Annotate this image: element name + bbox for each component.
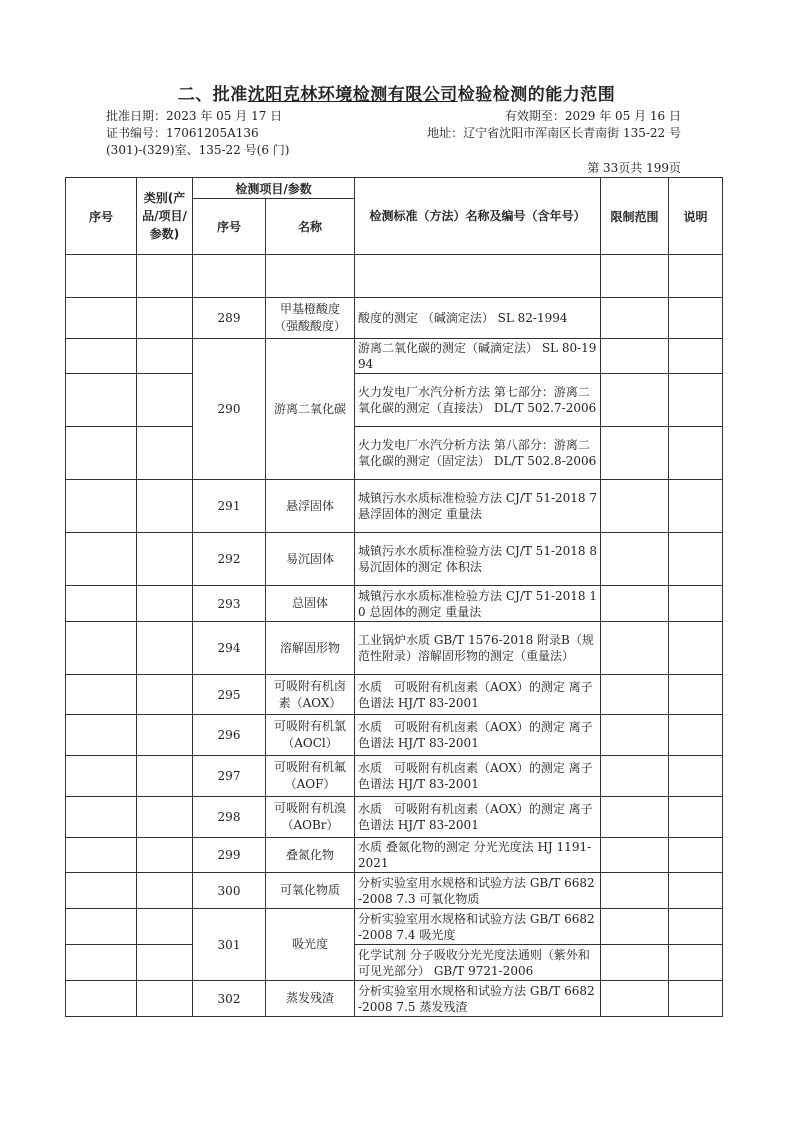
standard-text: 分析实验室用水规格和试验方法 GB/T 6682-2008 7.5 蒸发残渣 [355, 981, 601, 1017]
standard-text: 城镇污水水质标准检验方法 CJ/T 51-2018 10 总固体的测定 重量法 [355, 586, 601, 622]
table-row [66, 909, 723, 945]
header-category: 类别(产品/项目/参数) [137, 178, 193, 255]
standard-text: 工业锅炉水质 GB/T 1576-2018 附录B（规范性附录）溶解固形物的测定（重量法） [355, 622, 601, 675]
item-seq: 297 [193, 756, 266, 797]
standard-text: 城镇污水水质标准检验方法 CJ/T 51-2018 7 悬浮固体的测定 重量法 [355, 480, 601, 533]
standard-text: 分析实验室用水规格和试验方法 GB/T 6682-2008 7.3 可氧化物质 [355, 873, 601, 909]
standard-text: 酸度的测定 （碱滴定法） SL 82-1994 [355, 298, 601, 339]
item-name: 游离二氧化碳 [266, 339, 355, 480]
title-organization: 沈阳克林环境检测有限公司 [247, 85, 458, 105]
item-seq: 296 [193, 715, 266, 756]
item-seq: 299 [193, 838, 266, 873]
table-row [66, 797, 723, 838]
item-seq: 301 [193, 909, 266, 981]
capability-table [65, 177, 723, 1017]
table-row [66, 838, 723, 873]
address: 地址：辽宁省沈阳市浑南区长青南街 135-22 号 [427, 126, 681, 140]
table-row [66, 756, 723, 797]
header-item-seq: 序号 [193, 199, 266, 255]
table-row [66, 339, 723, 374]
header-note: 说明 [669, 178, 723, 255]
item-seq: 290 [193, 339, 266, 480]
header-standard: 检测标准（方法）名称及编号（含年号） [355, 178, 601, 255]
item-name: 可吸附有机溴（AOBr） [266, 797, 355, 838]
item-name: 甲基橙酸度（强酸酸度） [266, 298, 355, 339]
title-suffix: 检验检测的能力范围 [457, 85, 616, 105]
table-row [66, 945, 723, 981]
table-row [66, 374, 723, 427]
standard-text: 火力发电厂水汽分析方法 第七部分：游离二氧化碳的测定（直接法） DL/T 502.7-2006 [355, 374, 601, 427]
header-item-group: 检测项目/参数 [193, 178, 355, 199]
table-row [66, 586, 723, 622]
standard-text: 游离二氧化碳的测定（碱滴定法） SL 80-1994 [355, 339, 601, 374]
approval-date: 批准日期：2023 年 05 月 17 日 [106, 109, 283, 123]
standard-text: 水质 可吸附有机卤素（AOX）的测定 离子色谱法 HJ/T 83-2001 [355, 797, 601, 838]
standard-text: 水质 可吸附有机卤素（AOX）的测定 离子色谱法 HJ/T 83-2001 [355, 675, 601, 715]
header-item-name: 名称 [266, 199, 355, 255]
table-row [66, 873, 723, 909]
item-name: 悬浮固体 [266, 480, 355, 533]
standard-text: 分析实验室用水规格和试验方法 GB/T 6682-2008 7.4 吸光度 [355, 909, 601, 945]
item-name: 可吸附有机氯（AOCl） [266, 715, 355, 756]
item-name: 蒸发残渣 [266, 981, 355, 1017]
item-seq: 295 [193, 675, 266, 715]
valid-until: 有效期至：2029 年 05 月 16 日 [504, 109, 681, 123]
item-seq: 302 [193, 981, 266, 1017]
standard-text: 化学试剂 分子吸收分光光度法通则（紫外和可见光部分） GB/T 9721-2006 [355, 945, 601, 981]
item-seq: 292 [193, 533, 266, 586]
standard-text: 水质 叠氮化物的测定 分光光度法 HJ 1191-2021 [355, 838, 601, 873]
address-continued: (301)-(329)室、135-22 号(6 门) [106, 143, 290, 157]
page-title [0, 80, 793, 105]
item-name: 溶解固形物 [266, 622, 355, 675]
item-seq: 298 [193, 797, 266, 838]
certificate-number: 证书编号：17061205A136 [106, 126, 259, 140]
item-name: 可吸附有机卤素（AOX） [266, 675, 355, 715]
header-limit: 限制范围 [601, 178, 669, 255]
header-seq: 序号 [66, 178, 137, 255]
table-row [66, 298, 723, 339]
table-row [66, 480, 723, 533]
standard-text: 火力发电厂水汽分析方法 第八部分：游离二氧化碳的测定（固定法） DL/T 502.8-2006 [355, 427, 601, 480]
table-row [66, 427, 723, 480]
item-seq: 294 [193, 622, 266, 675]
item-name: 叠氮化物 [266, 838, 355, 873]
item-name: 吸光度 [266, 909, 355, 981]
item-seq: 289 [193, 298, 266, 339]
item-seq: 300 [193, 873, 266, 909]
table-row [66, 622, 723, 675]
table-row [66, 675, 723, 715]
standard-text: 水质 可吸附有机卤素（AOX）的测定 离子色谱法 HJ/T 83-2001 [355, 715, 601, 756]
item-seq: 293 [193, 586, 266, 622]
table-row [66, 533, 723, 586]
item-name: 总固体 [266, 586, 355, 622]
item-name: 可氧化物质 [266, 873, 355, 909]
title-prefix: 二、批准 [177, 85, 248, 105]
table-row [66, 981, 723, 1017]
item-name: 可吸附有机氟（AOF） [266, 756, 355, 797]
standard-text: 水质 可吸附有机卤素（AOX）的测定 离子色谱法 HJ/T 83-2001 [355, 756, 601, 797]
standard-text: 城镇污水水质标准检验方法 CJ/T 51-2018 8 易沉固体的测定 体积法 [355, 533, 601, 586]
table-header-row [66, 178, 723, 199]
item-name: 易沉固体 [266, 533, 355, 586]
item-seq: 291 [193, 480, 266, 533]
page-info: 第 33页共 199页 [587, 161, 681, 175]
table-blank-row [66, 255, 723, 298]
table-row [66, 715, 723, 756]
